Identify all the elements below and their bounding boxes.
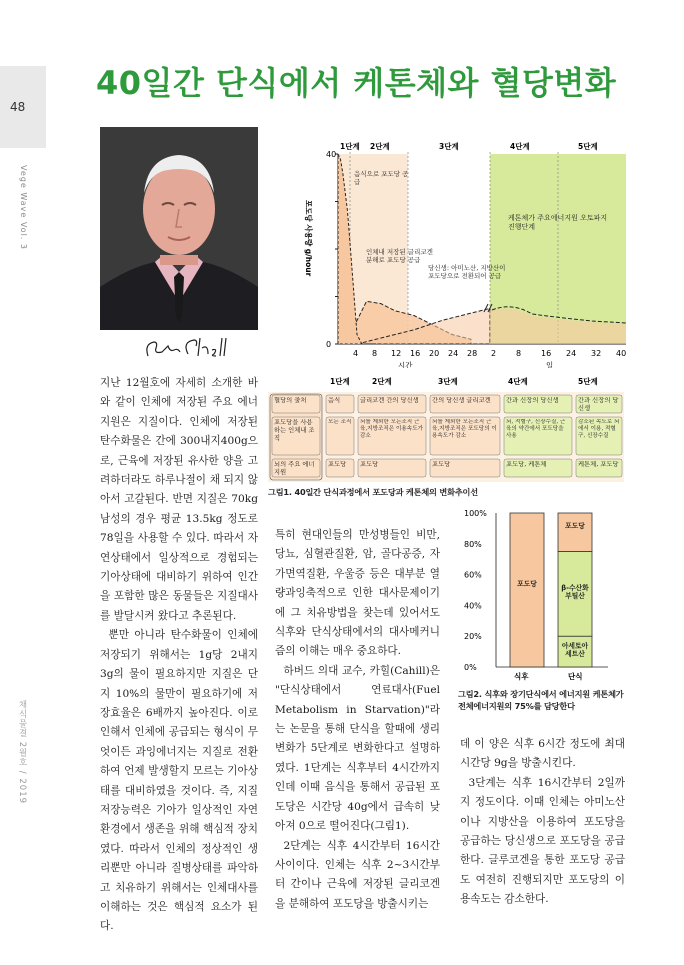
table-cell-brain: 포도당 [432, 461, 451, 468]
table-stage-3: 3단계 [438, 377, 458, 386]
portrait-photo [100, 127, 258, 330]
annotation-glycogen: 인체내 저장된 글리코겐 분해로 포도당 공급 [366, 248, 433, 264]
table-stage-2: 2단계 [372, 377, 392, 386]
x-tick-label-days: 16 [541, 349, 552, 358]
page-number: 48 [10, 100, 26, 114]
x-tick-label-days: 8 [516, 349, 522, 358]
paragraph: 2단계는 식후 4시간부터 16시간 사이이다. 인체는 식후 2~3시간부터 간이나 근육에 저장된 글리코겐을 분해하여 포도당을 방출시키는 [275, 839, 440, 910]
table-cell-tissue: 뇌를 제외한 모든조직 근육,지방조직은 포도당의 이용속도가 감소 [432, 419, 497, 440]
x-tick-label-hours: 28 [467, 349, 478, 358]
annotation-ingested: 음식으로 포도당 공급 [354, 170, 409, 186]
paragraph: 데 이 양은 식후 6시간 정도에 최대 시간당 9g을 방출시킨다. [460, 738, 625, 770]
paragraph: 하버드 의대 교수, 카힐(Cahill)은 "단식상태에서 연료대사(Fuel Metabolism in Starvation)"라는 논문을 통해 단식을 할때에 생리변화가 5단계로 변화한다고 설명하였다. 1단계는 식후부터 4시간까지인데 이때 음식을 통해서 공급된 포도당은 시간당 40g에서 급속히 낮아져 0으로 떨어진다(그림1). [275, 664, 440, 833]
table-cell-tissue: 뇌, 적혈구, 신장수질, 근육의 약간에서 포도당을 사용 [506, 419, 566, 440]
table-cell-brain: 포도당 [328, 461, 347, 468]
article-column-left [100, 374, 258, 937]
bar-fast-acetoacetate-label: 아세토아세트산 [561, 641, 589, 658]
table-stage-5: 5단계 [578, 377, 598, 386]
y-tick-label: 60% [464, 570, 482, 580]
x-tick-label-days: 2 [491, 349, 497, 358]
table-cell-source: 글리코겐 간의 당신생 [360, 397, 419, 404]
figure1-caption: 그림1. 40일간 단식과정에서 포도당과 케톤체의 변화추이선 [268, 487, 478, 497]
table-cell-tissue: 뇌를 제외한 모든조직 근육,지방조직은 이용속도가 감소 [360, 419, 423, 440]
annotation-ketone: 케톤체가 주요에너지원 오토파지 진행단계 [508, 214, 608, 231]
table-stage-1: 1단계 [330, 377, 350, 386]
x-unit-days: 일 [546, 361, 554, 368]
y-tick-label: 20% [464, 632, 482, 642]
figure2-chart [458, 505, 626, 685]
table-stage-4: 4단계 [508, 377, 528, 386]
bar-fast-bhb-label: β-수산화부틸산 [561, 583, 589, 600]
category-label-fed: 식후 [514, 672, 529, 681]
x-tick-label-hours: 16 [410, 349, 421, 358]
table-cell-source: 간의 당신생 글리코겐 [432, 397, 491, 404]
paragraph: 뿐만 아니라 탄수화물이 인체에 저장되기 위해서는 1g당 2내지 3g의 물이 필요하지만 지질은 단지 10%의 물만이 필요하기에 저장효율은 6배까지 높아진다. 이로 인해서 인체에 공급되는 형식이 무엇이든 과잉에너지는 지질로 전환하여 언제 발생할지 모르는 기아상태를 대비하였을 것이다. 즉, 지질저장능력은 기아가 일상적인 자연환경에서 생존을 위해 핵심적 장치였다. 따라서 인체의 정상적인 생리뿐만 아니라 질병상태를 파악하고 치유하기 위해서는 인체대사를 이해하는 것은 핵심적 요소가 된다. [100, 629, 258, 933]
y-tick-label: 0% [464, 663, 477, 672]
signature-image [142, 334, 234, 364]
table-row-header: 뇌의 주요 에너지원 [274, 461, 315, 476]
stage-label-3: 3단계 [439, 142, 459, 151]
y-axis-label: 포도당 사용량 g/hour [304, 200, 313, 277]
bar-fed-glucose-label: 포도당 [517, 580, 537, 588]
article-column-mid [275, 526, 440, 914]
table-cell-tissue: 모든 조직 [328, 419, 352, 425]
y-tick-label: 0 [326, 340, 332, 349]
stage-label-1: 1단계 [340, 142, 360, 151]
table-cell-brain: 케톤체, 포도당 [578, 461, 619, 468]
table-cell-source: 음식 [328, 397, 341, 404]
y-tick-label: 80% [464, 539, 482, 549]
x-tick-label-hours: 8 [372, 349, 378, 358]
y-tick-label: 100% [464, 509, 487, 518]
article-title: 40일간 단식에서 케톤체와 혈당변화 [96, 64, 617, 102]
figure1-stage-table [268, 372, 624, 482]
table-cell-brain: 포도당, 케톤체 [506, 461, 547, 468]
x-tick-label-hours: 24 [448, 349, 459, 358]
paragraph: 3단계는 식후 16시간부터 2일까지 정도이다. 이때 인체는 아미노산이나 지방산을 이용하여 포도당을 공급하는 당신생으로 포도당을 공급한다. 글루코겐을 통한 포도당 공급도 여전히 진행되지만 포도당의 이용속도는 감소한다. [460, 776, 625, 906]
article-column-right [460, 735, 625, 910]
magazine-issue-label: 채식물결 2월호 / 2019 [17, 700, 27, 805]
table-cell-source: 간과 신장의 당신생 [578, 397, 619, 412]
annotation-gluconeo: 당신생: 아미노산, 지방산이 포도당으로 전환되어 공급 [428, 264, 506, 280]
stage-label-2: 2단계 [370, 142, 390, 151]
table-row-header: 혈당의 출처 [274, 397, 307, 404]
magazine-vol-label: Vege Wave Vol. 3 [19, 165, 28, 250]
stage-label-5: 5단계 [578, 142, 598, 151]
x-tick-label-hours: 20 [429, 349, 440, 358]
stage-label-4: 4단계 [510, 142, 530, 151]
table-cell-brain: 포도당 [360, 461, 379, 468]
figure2-caption: 그림2. 식후와 장기단식에서 에너지원 케톤체가 전체에너지원의 75%를 담당한다 [458, 689, 624, 711]
x-tick-label-days: 40 [616, 349, 626, 358]
table-cell-tissue: 감소된 속도로 뇌에서 이용, 적혈구, 신장수질 [578, 419, 620, 440]
paragraph: 지난 12월호에 자세히 소개한 바와 같이 인체에 저장된 주요 에너지원은 지질이다. 인체에 저장된 탄수화물은 간에 300내지400g으로, 근육에 저장된 유사한 양을 고려하더라도 하루나절이 채 되지 않아서 고갈된다. 반면 지질은 70kg 남성의 경우 평균 13.5kg 정도로 78일을 사용할 수 있다. 따라서 자연상태에서 일상적으로 경험되는 기아상태에 대비하기 위하여 인간을 포함한 많은 동물들은 지질대사를 발달시켜 왔다고 추론된다. [100, 377, 258, 622]
bar-fast-glucose-label: 포도당 [565, 522, 585, 531]
table-row-header: 포도당을 사용하는 인체내 조직 [274, 419, 315, 442]
x-tick-label-days: 24 [566, 349, 577, 358]
table-cell-source: 간과 신장의 당신생 [506, 397, 559, 404]
x-tick-label-hours: 4 [353, 349, 359, 358]
y-tick-label: 40% [464, 601, 482, 611]
figure1-chart [262, 140, 626, 368]
paragraph: 특히 현대인들의 만성병들인 비만, 당뇨, 심혈관질환, 암, 골다공증, 자가면역질환, 우울증 등은 대부분 열량과잉축적으로 인한 대사문제이기에 그 치유방법을 찾는데 있어서도 식후와 단식상태에서의 대사메커니즘의 이해는 매우 중요하다. [275, 529, 440, 658]
x-tick-label-hours: 12 [391, 349, 402, 358]
y-tick-label: 40 [326, 150, 337, 159]
x-tick-label-days: 32 [591, 349, 602, 358]
x-unit-hours: 시간 [398, 361, 413, 368]
category-label-fast: 단식 [568, 672, 583, 681]
